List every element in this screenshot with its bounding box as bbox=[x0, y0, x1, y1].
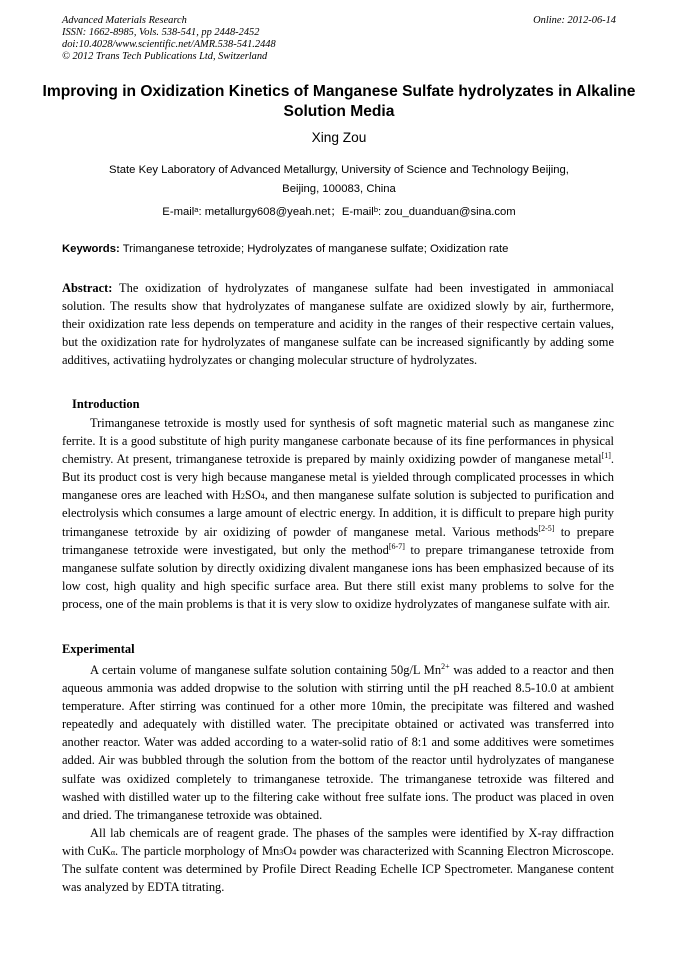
doi-line: doi:10.4028/www.scientific.net/AMR.538-541.2448 bbox=[62, 39, 276, 50]
experimental-heading: Experimental bbox=[62, 642, 135, 656]
exp-text-2b: . The particle morphology of Mn bbox=[115, 843, 280, 858]
mn3o4-sub-4: 4 bbox=[292, 847, 297, 857]
ref-1: [1] bbox=[601, 451, 611, 461]
email-a: : metallurgy608@yeah.net； bbox=[198, 206, 342, 218]
intro-text-2: . But its product cost is very high because manganese metal is yielded through complicated processes in which manganese ores are leached with H bbox=[62, 452, 614, 503]
email-sup-a: a bbox=[194, 205, 199, 214]
introduction-body bbox=[62, 414, 614, 613]
email-label-a: E-mail bbox=[162, 206, 195, 218]
copyright-line: © 2012 Trans Tech Publications Ltd, Switzerland bbox=[62, 51, 268, 62]
issn-line: ISSN: 1662-8985, Vols. 538-541, pp 2448-2452 bbox=[62, 27, 260, 38]
h2so4-sub-2: 2 bbox=[240, 492, 245, 502]
ref-2-5: [2-5] bbox=[538, 523, 555, 533]
paper-title: Improving in Oxidization Kinetics of Manganese Sulfate hydrolyzates in Alkaline Solution Media bbox=[42, 83, 636, 120]
intro-text-2b: SO bbox=[244, 488, 261, 503]
exp-text-1b: was added to a reactor and then aqueous ammonia was added dropwise to the solution with stirring until the pH reached 8.5-10.0 at ambient temperature. After stirring was continued for a other more 10min, the precipitate was filtered and washed repeatedly and adequately with distilled water. The precipitate obtained or activated was transferred into another reactor. Water was added according to a water-solid ratio of 8:1 and some additives were sometimes added. Air was bubbled through the solution from the bottom of the reactor until hydrolyzates of manganese sulfate was oxidized completely to trimanganese tetroxide. The trimanganese tetroxide was filtered and washed with distilled water up to the filtering cake without free sulfate ions. The product was placed in oven and dried. The trimanganese tetroxide was obtained. bbox=[62, 663, 615, 822]
journal-header bbox=[62, 15, 616, 63]
affiliation bbox=[62, 161, 616, 198]
ref-6-7: [6-7] bbox=[388, 541, 405, 551]
intro-text-1: Trimanganese tetroxide is mostly used for synthesis of soft magnetic material such as manganese zinc ferrite. It is a good substitute of high purity manganese carbonate because of its fine performances in physical chemistry. At present, trimanganese tetroxide is prepared by mainly oxidizing powder of manganese metal bbox=[62, 416, 614, 467]
online-date: Online: 2012-06-14 bbox=[533, 15, 616, 26]
intro-text-4: to prepare trimanganese tetroxide were investigated, but only the method bbox=[62, 524, 614, 557]
exp-text-2a: All lab chemicals are of reagent grade. The phases of the samples were identified by X-ray diffraction with CuK bbox=[62, 825, 614, 858]
cuk-alpha-sub: α bbox=[110, 847, 116, 857]
abstract bbox=[62, 279, 614, 369]
keywords-text: Trimanganese tetroxide; Hydrolyzates of manganese sulfate; Oxidization rate bbox=[119, 243, 509, 255]
abstract-label: Abstract: bbox=[62, 281, 113, 295]
email-label-b: E-mail bbox=[341, 206, 374, 218]
exp-text-1a: A certain volume of manganese sulfate solution containing 50g/L Mn bbox=[90, 663, 442, 677]
mn-charge-sup: 2+ bbox=[441, 662, 450, 671]
author-name: Xing Zou bbox=[311, 130, 367, 145]
h2so4-sub-4: 4 bbox=[260, 492, 265, 502]
abstract-text: The oxidization of hydrolyzates of manganese sulfate had been investigated in ammoniacal solution. The results show that hydrolyzates of manganese sulfate are oxidized slowly by air, furthermore, their oxidization rate less depends on temperature and acidity in the ranges of their respective certain values, but the oxidization rate for hydrolyzates of manganese sulfate can be increased significantly by adding some additives, activatiing hydrolyzates or changing molecular structure of hydrolyzates. bbox=[62, 281, 614, 368]
affiliation-line-1: State Key Laboratory of Advanced Metallurgy, University of Science and Technology Beijing, bbox=[109, 164, 569, 176]
keywords-label: Keywords: bbox=[62, 243, 120, 255]
intro-text-5: to prepare trimanganese tetroxide from manganese sulfate solution by directly oxidizing divalent manganese ions has been emphasized because of its low cost, high quality and high specific surface area. But there still exist many problems to solve for the process, one of the main problems is that it is very slow to oxidize hydrolyzates of manganese sulfate with air. bbox=[62, 542, 614, 611]
exp-text-2c: O bbox=[283, 843, 293, 858]
intro-text-3: , and then manganese sulfate solution is subjected to purification and electrolysis which consumes a large amount of electric energy. In addition, it is difficult to prepare high purity trimanganese tetroxide by air oxidizing of powder of manganese metal. Various methods bbox=[62, 488, 614, 539]
email-sup-b: b bbox=[373, 205, 378, 214]
introduction-heading: Introduction bbox=[72, 397, 140, 411]
mn3o4-sub-3: 3 bbox=[279, 847, 284, 857]
exp-text-2d: powder was characterized with Scanning Electron Microscope. The sulfate content was determined by Profile Direct Reading Echelle ICP Spectrometer. Manganese content was analyzed by EDTA titrating. bbox=[62, 843, 614, 895]
journal-name: Advanced Materials Research bbox=[62, 15, 187, 26]
email-b: : zou_duanduan@sina.com bbox=[378, 206, 516, 218]
affiliation-line-2: Beijing, 100083, China bbox=[282, 182, 396, 195]
email-line bbox=[0, 204, 678, 221]
keywords bbox=[62, 241, 616, 258]
experimental-body bbox=[62, 661, 614, 896]
